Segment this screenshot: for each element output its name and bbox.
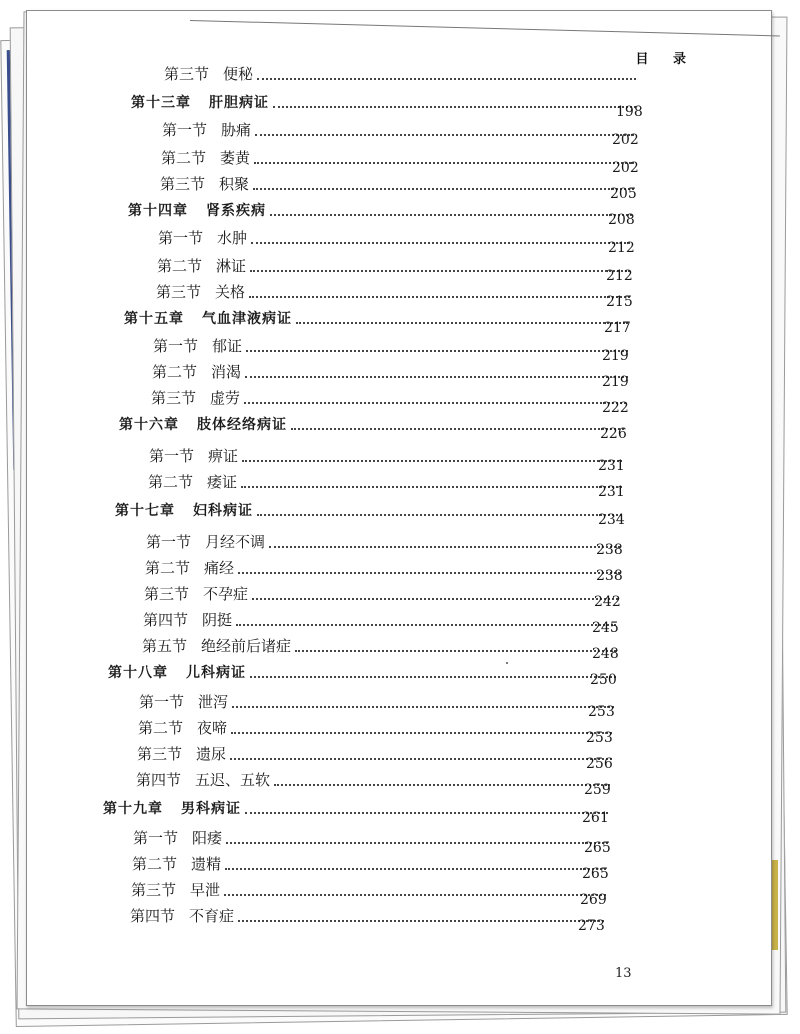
toc-section-row (136, 768, 614, 790)
toc-page-number: 208 (608, 212, 635, 228)
toc-page-number: 250 (590, 672, 617, 688)
toc-page-number: 231 (598, 458, 625, 474)
toc-chapter-row (108, 660, 620, 682)
toc-page-number: 253 (588, 704, 615, 720)
toc-entry-label: 第三节 (137, 745, 183, 763)
toc-page-number: 259 (584, 782, 611, 798)
toc-chapter-row (119, 412, 628, 434)
dot-leader (226, 842, 608, 844)
toc-section-row (137, 742, 616, 764)
toc-section-row (149, 444, 626, 466)
toc-page-number: 253 (586, 730, 613, 746)
toc-entry-title: 痿证 (207, 473, 238, 491)
toc-section-row (152, 360, 632, 382)
toc-section-row (139, 690, 618, 712)
toc-entry-title: 胁痛 (221, 121, 252, 139)
toc-entry-title: 便秘 (223, 65, 254, 83)
toc-page-number: 222 (602, 400, 629, 416)
dot-leader (236, 624, 616, 626)
toc-section-row (143, 608, 620, 630)
toc-page-number: 269 (580, 892, 607, 908)
toc-entry-title: 遗尿 (196, 745, 227, 763)
dot-leader (245, 376, 628, 378)
toc-section-row (153, 334, 632, 356)
toc-entry-label: 第十六章 (119, 417, 179, 433)
toc-entry-title: 水肿 (217, 229, 248, 247)
toc-page-number: 198 (616, 104, 643, 120)
toc-entry-label: 第十三章 (131, 95, 191, 111)
dot-leader (241, 486, 622, 488)
toc-chapter-row (124, 306, 632, 328)
toc-entry-label: 第四节 (143, 611, 189, 629)
toc-entry-title: 男科病证 (181, 801, 241, 817)
dot-leader (249, 296, 630, 298)
toc-entry-title: 早泄 (190, 881, 221, 899)
toc-entry-title: 痛经 (204, 559, 235, 577)
toc-page-number: 202 (612, 160, 639, 176)
toc-entry-label: 第二节 (138, 719, 184, 737)
dot-leader (295, 650, 616, 652)
dot-leader (274, 784, 610, 786)
toc-entry-label: 第十九章 (103, 801, 163, 817)
toc-page-number: 217 (604, 320, 631, 336)
toc-entry-title: 肢体经络病证 (197, 417, 287, 433)
toc-entry-label: 第二节 (161, 149, 207, 167)
toc-section-row (138, 716, 616, 738)
toc-entry-label: 第一节 (158, 229, 204, 247)
toc-section-row (132, 852, 610, 874)
dot-leader (273, 106, 636, 108)
page-header-title: 目 录 (635, 52, 696, 67)
dot-leader (231, 732, 612, 734)
toc-section-row (151, 386, 630, 408)
toc-section-row (158, 226, 634, 248)
toc-entry-label: 第三节 (160, 175, 206, 193)
toc-entry-title: 肾系疾病 (206, 203, 266, 219)
toc-entry-title: 妇科病证 (193, 503, 253, 519)
toc-page-number: 256 (586, 756, 613, 772)
dot-leader (252, 598, 618, 600)
dot-leader (269, 546, 620, 548)
dot-leader (246, 350, 628, 352)
toc-entry-title: 肝胆病证 (209, 95, 269, 111)
dot-leader (245, 812, 608, 814)
toc-page-number: 242 (594, 594, 621, 610)
toc-page-number: 226 (600, 426, 627, 442)
toc-page-number: 202 (612, 132, 639, 148)
dot-leader (250, 270, 630, 272)
toc-entry-label: 第二节 (152, 363, 198, 381)
toc-entry-label: 第一节 (162, 121, 208, 139)
toc-chapter-row (128, 198, 636, 220)
toc-page-number: 261 (582, 810, 609, 826)
toc-entry-title: 消渴 (211, 363, 242, 381)
dot-leader (253, 188, 634, 190)
toc-page-number: 273 (578, 918, 605, 934)
toc-entry-label: 第二节 (157, 257, 203, 275)
toc-entry-label: 第三节 (144, 585, 190, 603)
dot-leader (238, 572, 620, 574)
toc-entry-label: 第二节 (148, 473, 194, 491)
toc-page-number: 265 (582, 866, 609, 882)
toc-page-number: 234 (598, 512, 625, 528)
toc-page-number: 215 (606, 294, 633, 310)
toc-entry-title: 萎黄 (220, 149, 251, 167)
dot-leader (244, 402, 626, 404)
dot-leader (296, 322, 628, 324)
toc-section-row (161, 146, 638, 168)
toc-entry-label: 第十七章 (115, 503, 175, 519)
toc-chapter-row (131, 90, 640, 112)
dot-leader (255, 134, 634, 136)
toc-section-row (133, 826, 612, 848)
dot-leader (254, 162, 634, 164)
toc-entry-title: 阴挺 (202, 611, 233, 629)
toc-entry-label: 第四节 (130, 907, 176, 925)
toc-entry-title: 痹证 (208, 447, 239, 465)
page-number: 13 (615, 966, 632, 981)
toc-entry-title: 虚劳 (210, 389, 241, 407)
toc-entry-label: 第二节 (145, 559, 191, 577)
toc-section-row (157, 254, 634, 276)
toc-entry-title: 阳痿 (192, 829, 223, 847)
dot-leader (224, 894, 606, 896)
toc-page-number: 238 (596, 568, 623, 584)
toc-section-row (156, 280, 634, 302)
toc-entry-label: 第一节 (153, 337, 199, 355)
toc-entry-title: 月经不调 (205, 533, 266, 551)
dot-leader (270, 214, 632, 216)
print-speck (506, 662, 508, 664)
toc-entry-title: 儿科病证 (186, 665, 246, 681)
toc-entry-label: 第一节 (149, 447, 195, 465)
toc-entry-label: 第三节 (164, 65, 210, 83)
toc-entry-title: 夜啼 (197, 719, 228, 737)
toc-section-row (162, 118, 638, 140)
toc-entry-label: 第十八章 (108, 665, 168, 681)
toc-entry-label: 第二节 (132, 855, 178, 873)
toc-section-row (148, 470, 626, 492)
toc-section-row (146, 530, 624, 552)
toc-entry-title: 绝经前后诸症 (201, 637, 292, 655)
toc-page-number: 238 (596, 542, 623, 558)
dot-leader (250, 676, 616, 678)
toc-entry-label: 第十四章 (128, 203, 188, 219)
toc-page-number: 265 (584, 840, 611, 856)
toc-entry-title: 不育症 (189, 907, 235, 925)
toc-page-number: 219 (602, 348, 629, 364)
toc-entry-label: 第一节 (133, 829, 179, 847)
toc-chapter-row (103, 796, 612, 818)
toc-entry-title: 积聚 (219, 175, 250, 193)
dot-leader (257, 78, 636, 80)
toc-entry-title: 淋证 (216, 257, 247, 275)
toc-section-row (145, 556, 624, 578)
toc-entry-title: 五迟、五软 (195, 771, 271, 789)
toc-section-row (164, 62, 640, 84)
dot-leader (242, 460, 622, 462)
toc-page-number: 212 (608, 240, 635, 256)
dot-leader (238, 920, 604, 922)
toc-entry-label: 第三节 (131, 881, 177, 899)
toc-section-row (142, 634, 620, 656)
toc-page-number: 205 (610, 186, 637, 202)
toc-page-number: 248 (592, 646, 619, 662)
toc-entry-title: 泄泻 (198, 693, 229, 711)
toc-entry-title: 不孕症 (203, 585, 249, 603)
toc-entry-label: 第三节 (151, 389, 197, 407)
dot-leader (232, 706, 614, 708)
toc-entry-label: 第一节 (146, 533, 192, 551)
toc-section-row (160, 172, 638, 194)
toc-entry-title: 遗精 (191, 855, 222, 873)
dot-leader (251, 242, 630, 244)
dot-leader (230, 758, 612, 760)
toc-entry-label: 第三节 (156, 283, 202, 301)
toc-entry-label: 第一节 (139, 693, 185, 711)
toc-page-number: 231 (598, 484, 625, 500)
toc-entry-label: 第五节 (142, 637, 188, 655)
toc-section-row (131, 878, 610, 900)
toc-section-row (130, 904, 608, 926)
toc-entry-title: 气血津液病证 (202, 311, 292, 327)
toc-chapter-row (115, 498, 626, 520)
toc-entry-title: 郁证 (212, 337, 243, 355)
toc-page-number: 245 (592, 620, 619, 636)
toc-page-number: 219 (602, 374, 629, 390)
toc-page-number: 212 (606, 268, 633, 284)
toc-entry-title: 关格 (215, 283, 246, 301)
toc-entry-label: 第四节 (136, 771, 182, 789)
dot-leader (225, 868, 606, 870)
dot-leader (257, 514, 622, 516)
toc-entry-label: 第十五章 (124, 311, 184, 327)
toc-section-row (144, 582, 622, 604)
dot-leader (291, 428, 624, 430)
